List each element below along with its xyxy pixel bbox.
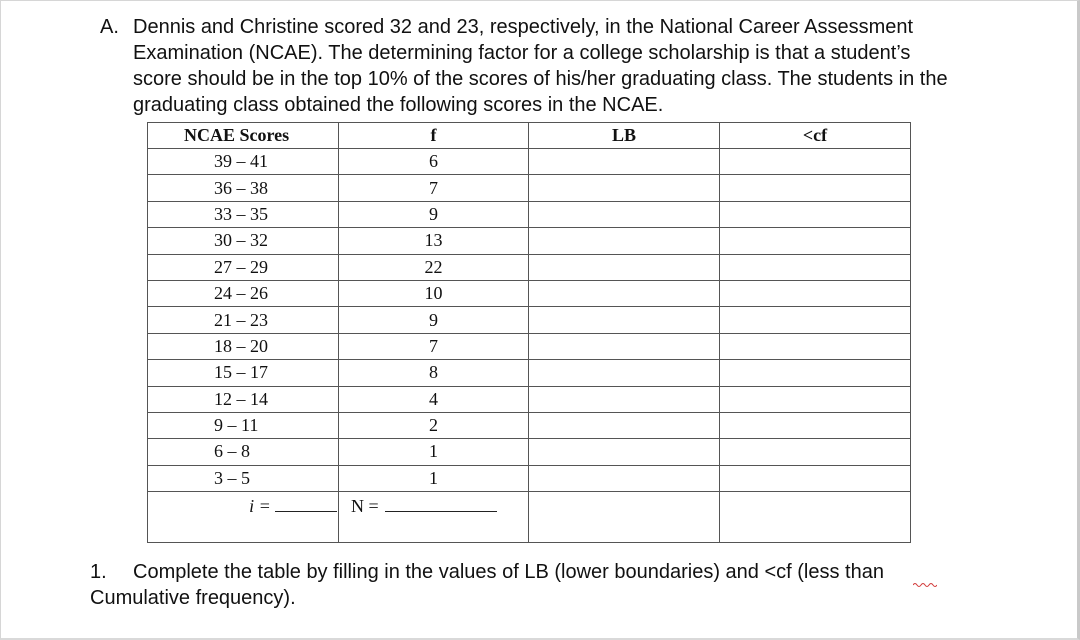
lb-cell[interactable] bbox=[529, 149, 720, 175]
score-cell: 39 – 41 bbox=[148, 149, 339, 175]
less-cf-cell[interactable] bbox=[720, 228, 911, 254]
less-cf-cell[interactable] bbox=[720, 333, 911, 359]
frequency-cell: 10 bbox=[339, 280, 529, 306]
lb-cell[interactable] bbox=[529, 412, 720, 438]
table-row bbox=[148, 412, 911, 438]
less-cf-cell[interactable] bbox=[720, 360, 911, 386]
table-row bbox=[148, 280, 911, 306]
frequency-cell: 1 bbox=[339, 465, 529, 491]
class-width-label: i = bbox=[249, 496, 337, 516]
frequency-cell: 7 bbox=[339, 175, 529, 201]
score-cell: 15 – 17 bbox=[148, 360, 339, 386]
table-row bbox=[148, 149, 911, 175]
score-cell: 24 – 26 bbox=[148, 280, 339, 306]
less-cf-cell[interactable] bbox=[720, 412, 911, 438]
frequency-cell: 13 bbox=[339, 228, 529, 254]
class-width-cell[interactable] bbox=[148, 492, 339, 543]
score-cell: 18 – 20 bbox=[148, 333, 339, 359]
score-cell: 21 – 23 bbox=[148, 307, 339, 333]
table-row bbox=[148, 228, 911, 254]
question-line-1: Complete the table by filling in the values of LB (lower boundaries) and <cf (less than bbox=[133, 561, 884, 583]
less-cf-cell[interactable] bbox=[720, 254, 911, 280]
less-cf-cell[interactable] bbox=[720, 465, 911, 491]
frequency-cell: 7 bbox=[339, 333, 529, 359]
problem-line: graduating class obtained the following scores in the NCAE. bbox=[133, 94, 664, 116]
lb-cell[interactable] bbox=[529, 439, 720, 465]
less-cf-cell[interactable] bbox=[720, 201, 911, 227]
lb-cell[interactable] bbox=[529, 201, 720, 227]
table-row bbox=[148, 465, 911, 491]
table-row bbox=[148, 201, 911, 227]
total-frequency-cell[interactable] bbox=[339, 492, 529, 543]
less-cf-cell[interactable] bbox=[720, 175, 911, 201]
table-footer-row bbox=[148, 492, 911, 543]
problem-line: Dennis and Christine scored 32 and 23, respectively, in the National Career Assessment bbox=[133, 16, 914, 38]
footer-lb-cell bbox=[529, 492, 720, 543]
spellcheck-squiggle bbox=[913, 582, 937, 588]
less-cf-cell[interactable] bbox=[720, 280, 911, 306]
lb-cell[interactable] bbox=[529, 333, 720, 359]
header-lb: LB bbox=[529, 123, 720, 149]
lb-cell[interactable] bbox=[529, 465, 720, 491]
score-cell: 3 – 5 bbox=[148, 465, 339, 491]
lb-cell[interactable] bbox=[529, 175, 720, 201]
header-ncae-scores: NCAE Scores bbox=[148, 123, 339, 149]
frequency-cell: 1 bbox=[339, 439, 529, 465]
score-cell: 33 – 35 bbox=[148, 201, 339, 227]
table-row bbox=[148, 254, 911, 280]
score-cell: 12 – 14 bbox=[148, 386, 339, 412]
table-row bbox=[148, 386, 911, 412]
table-header-row bbox=[148, 123, 911, 149]
problem-marker: A. bbox=[100, 16, 119, 38]
less-cf-cell[interactable] bbox=[720, 307, 911, 333]
frequency-cell: 9 bbox=[339, 307, 529, 333]
table-row bbox=[148, 439, 911, 465]
header-f: f bbox=[339, 123, 529, 149]
less-cf-cell[interactable] bbox=[720, 439, 911, 465]
score-cell: 6 – 8 bbox=[148, 439, 339, 465]
score-cell: 9 – 11 bbox=[148, 412, 339, 438]
frequency-cell: 4 bbox=[339, 386, 529, 412]
problem-line: Examination (NCAE). The determining factor for a college scholarship is that a student’s bbox=[133, 42, 911, 64]
less-cf-cell[interactable] bbox=[720, 149, 911, 175]
frequency-cell: 22 bbox=[339, 254, 529, 280]
footer-cf-cell bbox=[720, 492, 911, 543]
question-line-2: Cumulative frequency). bbox=[90, 587, 296, 609]
score-cell: 36 – 38 bbox=[148, 175, 339, 201]
table-row bbox=[148, 175, 911, 201]
frequency-cell: 2 bbox=[339, 412, 529, 438]
frequency-cell: 9 bbox=[339, 201, 529, 227]
ncae-frequency-table bbox=[147, 122, 911, 543]
frequency-cell: 8 bbox=[339, 360, 529, 386]
lb-cell[interactable] bbox=[529, 386, 720, 412]
question-number: 1. bbox=[90, 561, 107, 583]
table-row bbox=[148, 333, 911, 359]
lb-cell[interactable] bbox=[529, 307, 720, 333]
table-row bbox=[148, 307, 911, 333]
score-cell: 30 – 32 bbox=[148, 228, 339, 254]
score-cell: 27 – 29 bbox=[148, 254, 339, 280]
lb-cell[interactable] bbox=[529, 254, 720, 280]
lb-cell[interactable] bbox=[529, 360, 720, 386]
header-less-cf: <cf bbox=[720, 123, 911, 149]
lb-cell[interactable] bbox=[529, 280, 720, 306]
total-frequency-label: N = bbox=[351, 496, 540, 517]
problem-line: score should be in the top 10% of the scores of his/her graduating class. The students in the bbox=[133, 68, 948, 90]
lb-cell[interactable] bbox=[529, 228, 720, 254]
less-cf-cell[interactable] bbox=[720, 386, 911, 412]
frequency-cell: 6 bbox=[339, 149, 529, 175]
table-row bbox=[148, 360, 911, 386]
